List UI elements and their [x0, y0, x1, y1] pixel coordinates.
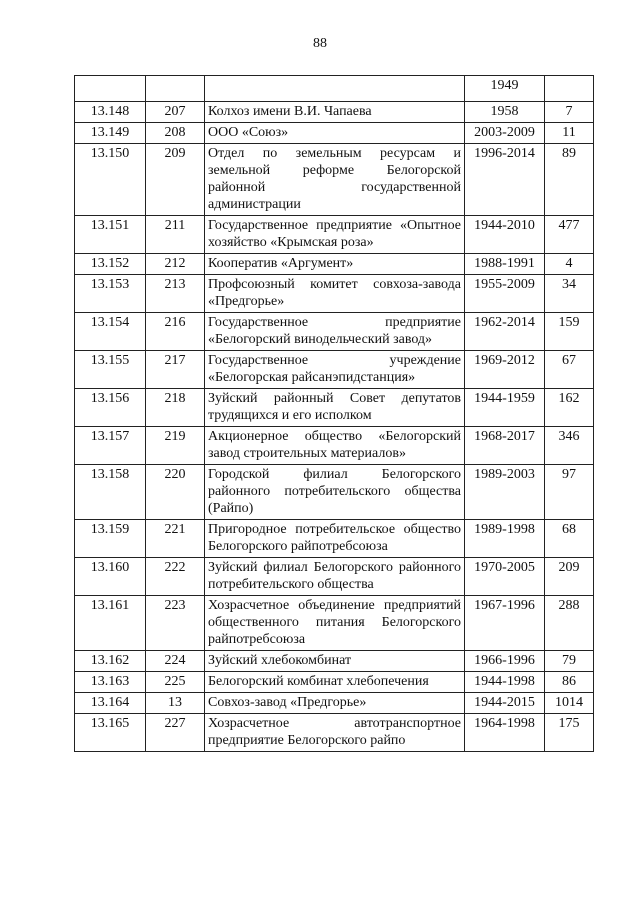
- fund-number-cell: 219: [146, 427, 205, 465]
- record-number-cell: 13.149: [75, 123, 146, 144]
- fund-number-cell: [146, 76, 205, 102]
- fund-name-cell: Государственное предприятие «Белогорский винодельческий завод»: [205, 313, 465, 351]
- date-range-cell: 1944-2010: [465, 216, 545, 254]
- table-row: [75, 693, 594, 714]
- fund-name-cell: Отдел по земельным ресурсам и земельной реформе Белогорской районной государственной администрации: [205, 144, 465, 216]
- item-count-cell: [545, 76, 594, 102]
- fund-name-cell: Государственное предприятие «Опытное хозяйство «Крымская роза»: [205, 216, 465, 254]
- date-range-cell: 1970-2005: [465, 558, 545, 596]
- fund-name-cell: ООО «Союз»: [205, 123, 465, 144]
- fund-number-cell: 222: [146, 558, 205, 596]
- item-count-cell: 34: [545, 275, 594, 313]
- fund-number-cell: 211: [146, 216, 205, 254]
- date-range-cell: 1949: [465, 76, 545, 102]
- table-row: [75, 123, 594, 144]
- item-count-cell: 175: [545, 714, 594, 752]
- fund-number-cell: 208: [146, 123, 205, 144]
- date-range-cell: 1969-2012: [465, 351, 545, 389]
- fund-number-cell: 216: [146, 313, 205, 351]
- fund-name-cell: Зуйский районный Совет депутатов трудящихся и его исполком: [205, 389, 465, 427]
- table-row: [75, 275, 594, 313]
- record-number-cell: 13.162: [75, 651, 146, 672]
- item-count-cell: 162: [545, 389, 594, 427]
- fund-name-cell: Зуйский хлебокомбинат: [205, 651, 465, 672]
- fund-name-cell: Хозрасчетное объединение предприятий общественного питания Белогорского райпотребсоюза: [205, 596, 465, 651]
- date-range-cell: 1996-2014: [465, 144, 545, 216]
- record-number-cell: 13.161: [75, 596, 146, 651]
- fund-name-cell: [205, 76, 465, 102]
- fund-number-cell: 224: [146, 651, 205, 672]
- record-number-cell: [75, 76, 146, 102]
- item-count-cell: 11: [545, 123, 594, 144]
- fund-name-cell: Акционерное общество «Белогорский завод строительных материалов»: [205, 427, 465, 465]
- item-count-cell: 67: [545, 351, 594, 389]
- record-number-cell: 13.156: [75, 389, 146, 427]
- date-range-cell: 1955-2009: [465, 275, 545, 313]
- record-number-cell: 13.165: [75, 714, 146, 752]
- item-count-cell: 159: [545, 313, 594, 351]
- item-count-cell: 89: [545, 144, 594, 216]
- fund-name-cell: Совхоз-завод «Предгорье»: [205, 693, 465, 714]
- fund-number-cell: 221: [146, 520, 205, 558]
- table-row: [75, 313, 594, 351]
- item-count-cell: 288: [545, 596, 594, 651]
- record-number-cell: 13.163: [75, 672, 146, 693]
- date-range-cell: 1988-1991: [465, 254, 545, 275]
- table-row: [75, 427, 594, 465]
- item-count-cell: 477: [545, 216, 594, 254]
- record-number-cell: 13.160: [75, 558, 146, 596]
- record-number-cell: 13.155: [75, 351, 146, 389]
- table-row: [75, 465, 594, 520]
- table-row: [75, 651, 594, 672]
- table-row: [75, 216, 594, 254]
- record-number-cell: 13.159: [75, 520, 146, 558]
- table-row: [75, 76, 594, 102]
- date-range-cell: 1964-1998: [465, 714, 545, 752]
- fund-number-cell: 209: [146, 144, 205, 216]
- fund-name-cell: Кооператив «Аргумент»: [205, 254, 465, 275]
- fund-name-cell: Пригородное потребительское общество Белогорского райпотребсоюза: [205, 520, 465, 558]
- item-count-cell: 346: [545, 427, 594, 465]
- date-range-cell: 1989-2003: [465, 465, 545, 520]
- date-range-cell: 1944-1998: [465, 672, 545, 693]
- item-count-cell: 209: [545, 558, 594, 596]
- item-count-cell: 97: [545, 465, 594, 520]
- record-number-cell: 13.157: [75, 427, 146, 465]
- record-number-cell: 13.153: [75, 275, 146, 313]
- fund-number-cell: 225: [146, 672, 205, 693]
- date-range-cell: 1944-1959: [465, 389, 545, 427]
- fund-name-cell: Городской филиал Белогорского районного потребительского общества (Райпо): [205, 465, 465, 520]
- table-row: [75, 144, 594, 216]
- table-row: [75, 254, 594, 275]
- record-number-cell: 13.151: [75, 216, 146, 254]
- item-count-cell: 7: [545, 102, 594, 123]
- date-range-cell: 1968-2017: [465, 427, 545, 465]
- fund-number-cell: 218: [146, 389, 205, 427]
- table-row: [75, 102, 594, 123]
- record-number-cell: 13.150: [75, 144, 146, 216]
- table-row: [75, 351, 594, 389]
- table-row: [75, 714, 594, 752]
- item-count-cell: 68: [545, 520, 594, 558]
- date-range-cell: 1944-2015: [465, 693, 545, 714]
- table-row: [75, 672, 594, 693]
- record-number-cell: 13.152: [75, 254, 146, 275]
- fund-name-cell: Хозрасчетное автотранспортное предприятие Белогорского райпо: [205, 714, 465, 752]
- page-number: 88: [313, 36, 327, 51]
- fund-number-cell: 212: [146, 254, 205, 275]
- date-range-cell: 1966-1996: [465, 651, 545, 672]
- date-range-cell: 1989-1998: [465, 520, 545, 558]
- item-count-cell: 79: [545, 651, 594, 672]
- fund-name-cell: Белогорский комбинат хлебопечения: [205, 672, 465, 693]
- fund-number-cell: 217: [146, 351, 205, 389]
- table-row: [75, 558, 594, 596]
- fund-number-cell: 227: [146, 714, 205, 752]
- fund-name-cell: Колхоз имени В.И. Чапаева: [205, 102, 465, 123]
- fund-name-cell: Зуйский филиал Белогорского районного потребительского общества: [205, 558, 465, 596]
- item-count-cell: 1014: [545, 693, 594, 714]
- archive-fund-table: [74, 75, 594, 752]
- fund-number-cell: 213: [146, 275, 205, 313]
- record-number-cell: 13.154: [75, 313, 146, 351]
- date-range-cell: 1958: [465, 102, 545, 123]
- date-range-cell: 1962-2014: [465, 313, 545, 351]
- record-number-cell: 13.148: [75, 102, 146, 123]
- date-range-cell: 2003-2009: [465, 123, 545, 144]
- fund-number-cell: 13: [146, 693, 205, 714]
- record-number-cell: 13.164: [75, 693, 146, 714]
- fund-name-cell: Государственное учреждение «Белогорская райсанэпидстанция»: [205, 351, 465, 389]
- date-range-cell: 1967-1996: [465, 596, 545, 651]
- fund-number-cell: 220: [146, 465, 205, 520]
- fund-number-cell: 207: [146, 102, 205, 123]
- fund-name-cell: Профсоюзный комитет совхоза-завода «Предгорье»: [205, 275, 465, 313]
- table-body: [75, 76, 594, 752]
- table-row: [75, 520, 594, 558]
- record-number-cell: 13.158: [75, 465, 146, 520]
- table-row: [75, 389, 594, 427]
- item-count-cell: 4: [545, 254, 594, 275]
- fund-number-cell: 223: [146, 596, 205, 651]
- table-row: [75, 596, 594, 651]
- item-count-cell: 86: [545, 672, 594, 693]
